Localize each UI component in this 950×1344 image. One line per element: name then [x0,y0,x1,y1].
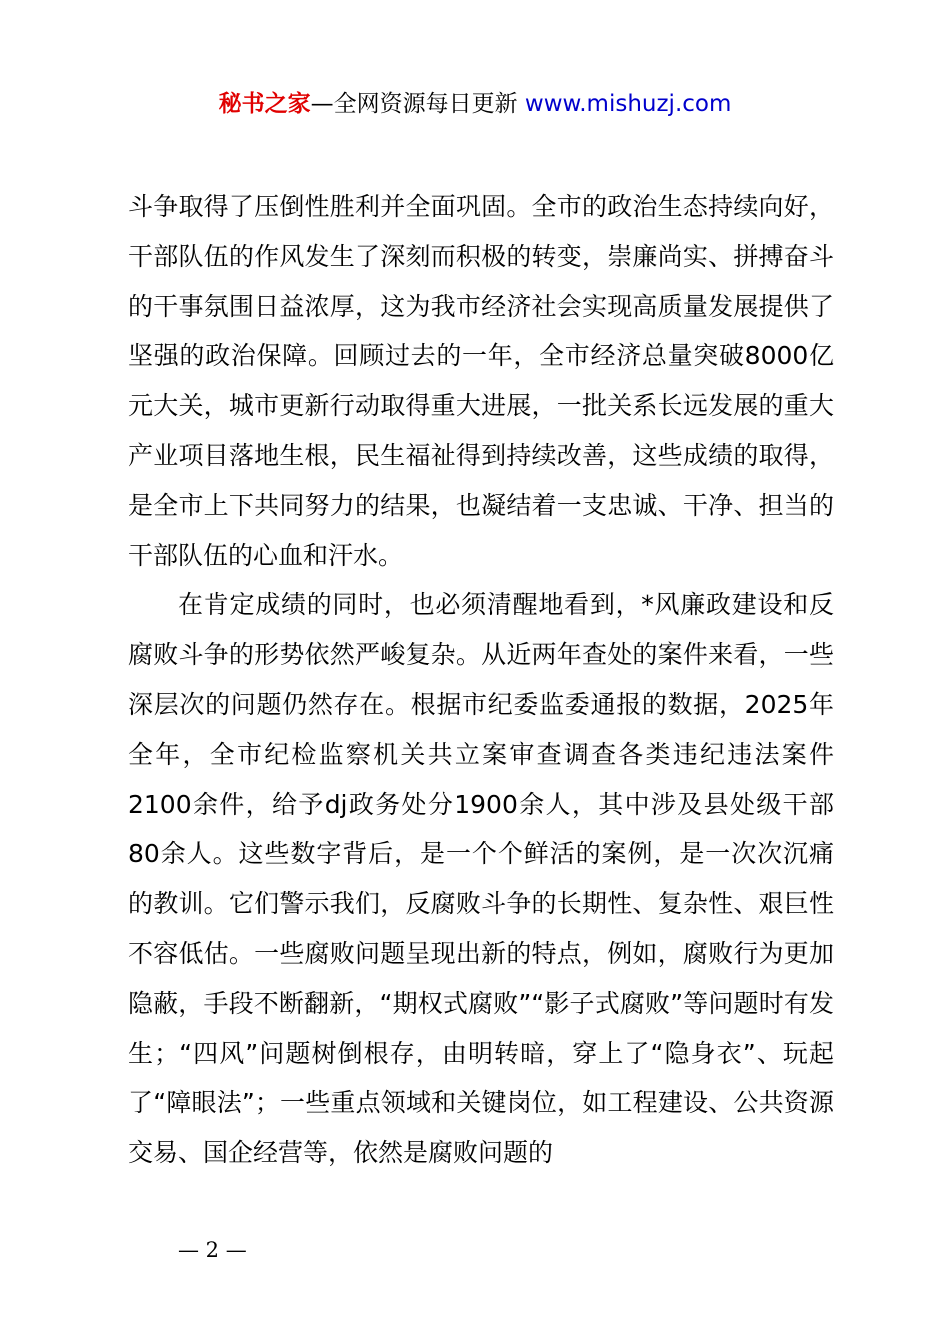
paragraph: 在肯定成绩的同时，也必须清醒地看到，*风廉政建设和反腐败斗争的形势依然严峻复杂。从近两年查处的案件来看，一些深层次的问题仍然存在。根据市纪委监委通报的数据，2025年全年，全市纪检监察机关共立案审查调查各类违纪违法案件2100余件，给予dj政务处分1900余人，其中涉及县处级干部80余人。这些数字背后，是一个个鲜活的案例，是一次次沉痛的教训。它们警示我们，反腐败斗争的长期性、复杂性、艰巨性不容低估。一些腐败问题呈现出新的特点，例如，腐败行为更加隐蔽，手段不断翻新，“期权式腐败”“影子式腐败”等问题时有发生；“四风”问题树倒根存，由明转暗，穿上了“隐身衣”、玩起了“障眼法”；一些重点领域和关键岗位，如工程建设、公共资源交易、国企经营等，依然是腐败问题的 [128,590,834,1168]
page-number: — 2 — [178,1238,247,1262]
paragraph-continuation: 斗争取得了压倒性胜利并全面巩固。全市的政治生态持续向好，干部队伍的作风发生了深刻而积极的转变，崇廉尚实、拼搏奋斗的干事氛围日益浓厚，这为我市经济社会实现高质量发展提供了坚强的政治保障。回顾过去的一年，全市经济总量突破8000亿元大关，城市更新行动取得重大进展，一批关系长远发展的重大产业项目落地生根，民生福祉得到持续改善，这些成绩的取得，是全市上下共同努力的结果，也凝结着一支忠诚、干净、担当的干部队伍的心血和汗水。 [128,192,834,570]
brand-name: 秘书之家 [218,91,311,117]
document-body [128,182,834,1178]
site-header [0,88,950,120]
site-url-link[interactable]: www.mishuzj.com [524,91,732,117]
header-tagline: —全网资源每日更新 [310,91,518,117]
